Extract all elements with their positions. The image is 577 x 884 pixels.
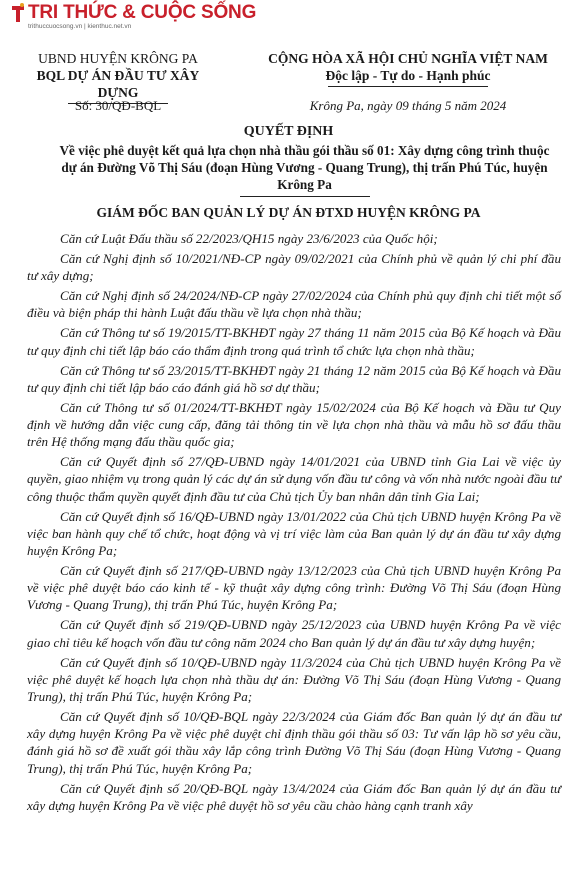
document-subject: [52, 142, 557, 197]
paragraph: Căn cứ Quyết định số 10/QĐ-BQL ngày 22/3/2024 của Giám đốc Ban quản lý dự án đầu tư xây dựng huyện Krông Pa về việc phê duyệt chỉ định thầu gói thầu số 03: Tư vấn lập hồ sơ yêu cầu, đánh giá hồ sơ đề xuất gói thầu xây lắp công trình Đường Võ Thị Sáu (đoạn Hùng Vương - Quang Trung), thị trấn Phú Túc, huyện Krông Pa;: [27, 709, 561, 776]
document-header: [18, 50, 567, 104]
document-number: Số: 30/QĐ-BQL: [74, 98, 162, 113]
logo-brand: [10, 2, 270, 24]
motto-underline: [328, 86, 488, 87]
motto: Độc lập - Tự do - Hạnh phúc: [325, 68, 491, 83]
paragraph: Căn cứ Nghị định số 24/2024/NĐ-CP ngày 27/02/2024 của Chính phủ quy định chi tiết một số điều và biện pháp thi hành Luật đấu thầu về lựa chọn nhà thầu;: [27, 288, 561, 321]
paragraph: Căn cứ Quyết định số 20/QĐ-BQL ngày 13/4/2024 của Giám đốc Ban quản lý dự án đầu tư xây dựng huyện Krông Pa về việc phê duyệt hồ sơ yêu cầu chào hàng cạnh tranh xây: [27, 780, 561, 813]
document-body: [27, 230, 561, 817]
paragraph: Căn cứ Quyết định số 10/QĐ-UBND ngày 11/3/2024 của Chủ tịch UBND huyện Krông Pa về việc phê duyệt kế hoạch lựa chọn nhà thầu dự án: Đường Võ Thị Sáu (đoạn Hùng Vương - Quang Trung), thị trấn Phú Túc, huyện Krông Pa;: [27, 654, 561, 705]
paragraph: Căn cứ Nghị định số 10/2021/NĐ-CP ngày 09/02/2021 của Chính phủ về quản lý chi phí đầu tư xây dựng;: [27, 251, 561, 284]
doc-meta: [18, 98, 567, 114]
paragraph: Căn cứ Quyết định số 217/QĐ-UBND ngày 13/12/2023 của Chủ tịch UBND huyện Krông Pa về việc phê duyệt báo cáo kinh tế - kỹ thuật xây dựng công trình: Đường Võ Thị Sáu (đoạn Hùng Vương - Quang Trung), thị trấn Phú Túc, huyện Krông Pa;: [27, 563, 561, 613]
logo-mark-icon: [10, 2, 26, 24]
director-heading: GIÁM ĐỐC BAN QUẢN LÝ DỰ ÁN ĐTXD HUYỆN KRÔNG PA: [96, 205, 481, 220]
issuing-agency: [18, 50, 218, 104]
subject-text: Về việc phê duyệt kết quả lựa chọn nhà thầu gói thầu số 01: Xây dựng công trình thuộc dự án Đường Võ Thị Sáu (đoạn Hùng Vương - Quang Trung), thị trấn Phú Túc, huyện Krông Pa: [59, 143, 550, 192]
logo-subtitle: trithuccuocsong.vn | kienthuc.net.vn: [28, 23, 132, 30]
site-logo: [10, 2, 270, 42]
agency-parent: UBND HUYỆN KRÔNG PA: [38, 51, 198, 66]
document-date: Krông Pa, ngày 09 tháng 5 năm 2024: [309, 98, 507, 113]
national-motto: [249, 50, 567, 104]
paragraph: Căn cứ Quyết định số 219/QĐ-UBND ngày 25/12/2023 của UBND huyện Krông Pa về việc giao chỉ tiêu kế hoạch vốn đầu tư công năm 2024 cho Ban quản lý dự án đầu tư xây dựng huyện;: [27, 617, 561, 650]
paragraph: Căn cứ Luật Đấu thầu số 22/2023/QH15 ngày 23/6/2023 của Quốc hội;: [60, 231, 438, 246]
paragraph: Căn cứ Quyết định số 27/QĐ-UBND ngày 14/01/2021 của UBND tỉnh Gia Lai về việc ủy quyền, giao nhiệm vụ trong quản lý các dự án sử dụng vốn đầu tư công và vốn nhà nước ngoài đầu tư công thuộc thẩm quyền quyết định đầu tư của Chủ tịch Ủy ban nhân dân tỉnh Gia Lai;: [27, 454, 561, 504]
paragraph: Căn cứ Thông tư số 01/2024/TT-BKHĐT ngày 15/02/2024 của Bộ Kế hoạch và Đầu tư Quy định về hướng dẫn việc cung cấp, đăng tải thông tin về lựa chọn nhà thầu và mẫu hồ sơ đấu thầu trên Hệ thống mạng đấu thầu quốc gia;: [27, 399, 561, 450]
paragraph: Căn cứ Thông tư số 23/2015/TT-BKHĐT ngày 21 tháng 12 năm 2015 của Bộ Kế hoạch và Đầu tư quy định chi tiết lập báo cáo đánh giá hồ sơ dự thầu;: [27, 362, 561, 395]
country-name: CỘNG HÒA XÃ HỘI CHỦ NGHĨA VIỆT NAM: [268, 51, 548, 66]
subject-underline: [240, 196, 370, 197]
document-title: QUYẾT ĐỊNH: [243, 124, 334, 139]
paragraph: Căn cứ Quyết định số 16/QĐ-UBND ngày 13/01/2022 của Chủ tịch UBND huyện Krông Pa về việc ban hành quy chế tổ chức, hoạt động và vị trí việc làm của Ban quản lý dự án đầu tư xây dựng huyện Krông Pa;: [27, 508, 561, 559]
paragraph: Căn cứ Thông tư số 19/2015/TT-BKHĐT ngày 27 tháng 11 năm 2015 của Bộ Kế hoạch và Đầu tư quy định chi tiết lập báo cáo thẩm định trong quá trình tổ chức lựa chọn nhà thầu;: [27, 325, 561, 358]
logo-brand-text: TRI THỨC & CUỘC SỐNG: [28, 2, 257, 23]
agency-name: BQL DỰ ÁN ĐẦU TƯ XÂY DỰNG: [36, 68, 200, 100]
